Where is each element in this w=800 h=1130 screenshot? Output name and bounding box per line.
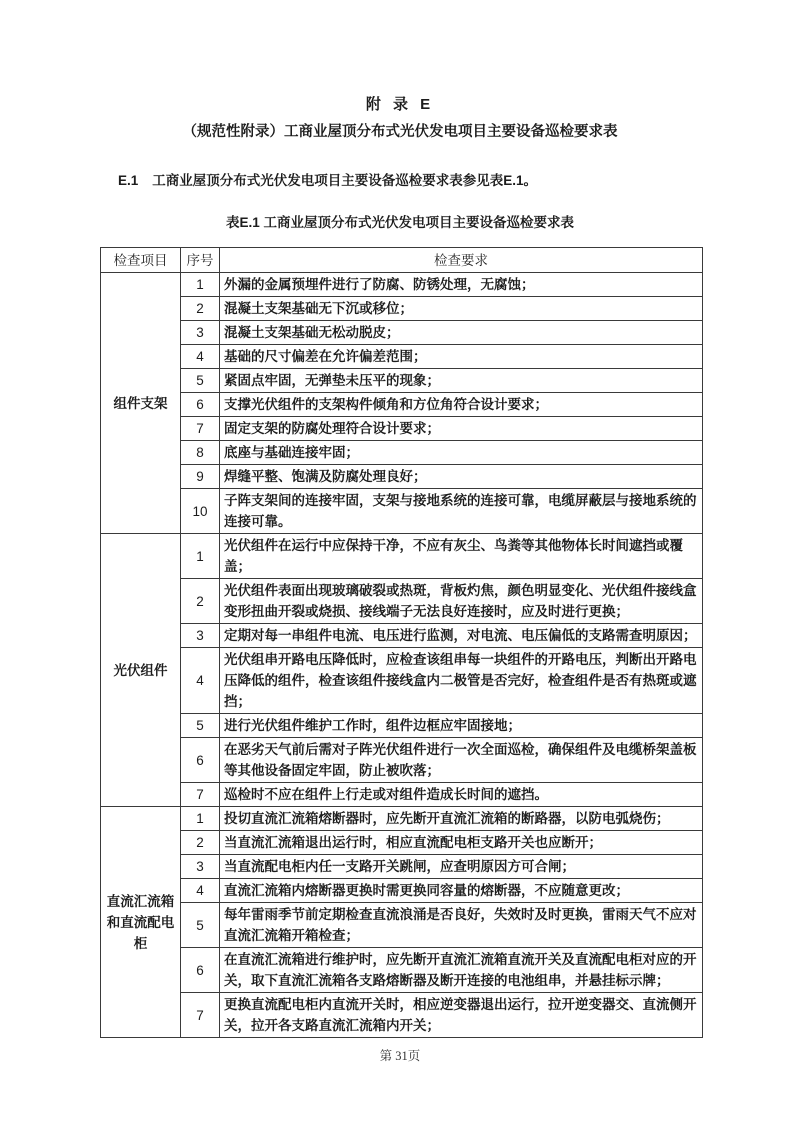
check-requirement-cell: 基础的尺寸偏差在允许偏差范围； <box>220 345 703 369</box>
inspection-table-body <box>101 273 703 1038</box>
check-item-category-cell: 直流汇流箱和直流配电柜 <box>101 807 181 1038</box>
header-check-requirement: 检查要求 <box>220 248 703 273</box>
header-check-item: 检查项目 <box>101 248 181 273</box>
inspection-requirements-table <box>100 247 703 1038</box>
check-requirement-cell: 进行光伏组件维护工作时，组件边框应牢固接地； <box>220 714 703 738</box>
serial-number-cell: 2 <box>181 831 220 855</box>
serial-number-cell: 2 <box>181 579 220 624</box>
table-row <box>101 948 703 993</box>
table-row <box>101 855 703 879</box>
table-row <box>101 879 703 903</box>
check-requirement-cell: 当直流配电柜内任一支路开关跳闸，应查明原因方可合闸； <box>220 855 703 879</box>
check-requirement-cell: 支撑光伏组件的支架构件倾角和方位角符合设计要求； <box>220 393 703 417</box>
check-requirement-cell: 在直流汇流箱进行维护时，应先断开直流汇流箱直流开关及直流配电柜对应的开关，取下直流汇流箱各支路熔断器及断开连接的电池组串，并悬挂标示牌； <box>220 948 703 993</box>
serial-number-cell: 7 <box>181 993 220 1038</box>
serial-number-cell: 5 <box>181 369 220 393</box>
check-requirement-cell: 每年雷雨季节前定期检查直流浪涌是否良好，失效时及时更换，雷雨天气不应对直流汇流箱开箱检查； <box>220 903 703 948</box>
intro-text: 工商业屋顶分布式光伏发电项目主要设备巡检要求表参见表E.1。 <box>152 173 538 188</box>
check-requirement-cell: 定期对每一串组件电流、电压进行监测，对电流、电压偏低的支路需查明原因； <box>220 624 703 648</box>
table-row <box>101 534 703 579</box>
serial-number-cell: 3 <box>181 624 220 648</box>
intro-clause-number: E.1 <box>118 173 139 188</box>
table-row <box>101 579 703 624</box>
page-number: 第 31页 <box>379 1049 421 1063</box>
serial-number-cell: 6 <box>181 948 220 993</box>
serial-number-cell: 5 <box>181 714 220 738</box>
check-requirement-cell: 固定支架的防腐处理符合设计要求； <box>220 417 703 441</box>
check-requirement-cell: 混凝土支架基础无下沉或移位； <box>220 297 703 321</box>
check-item-category-cell: 组件支架 <box>101 273 181 534</box>
table-caption: 表E.1 工商业屋顶分布式光伏发电项目主要设备巡检要求表 <box>225 215 574 230</box>
check-item-category-cell: 光伏组件 <box>101 534 181 807</box>
check-requirement-cell: 混凝土支架基础无松动脱皮； <box>220 321 703 345</box>
check-requirement-cell: 当直流汇流箱退出运行时，相应直流配电柜支路开关也应断开； <box>220 831 703 855</box>
serial-number-cell: 3 <box>181 321 220 345</box>
serial-number-cell: 6 <box>181 738 220 783</box>
table-row <box>101 489 703 534</box>
check-requirement-cell: 光伏组串开路电压降低时，应检查该组串每一块组件的开路电压，判断出开路电压降低的组件，检查该组件接线盒内二极管是否完好，检查组件是否有热斑或遮挡； <box>220 648 703 714</box>
intro-paragraph <box>118 172 700 190</box>
table-row <box>101 273 703 297</box>
serial-number-cell: 7 <box>181 783 220 807</box>
serial-number-cell: 2 <box>181 297 220 321</box>
check-requirement-cell: 紧固点牢固，无弹垫未压平的现象； <box>220 369 703 393</box>
serial-number-cell: 4 <box>181 345 220 369</box>
check-requirement-cell: 直流汇流箱内熔断器更换时需更换同容量的熔断器，不应随意更改； <box>220 879 703 903</box>
check-requirement-cell: 光伏组件在运行中应保持干净，不应有灰尘、鸟粪等其他物体长时间遮挡或覆盖； <box>220 534 703 579</box>
serial-number-cell: 10 <box>181 489 220 534</box>
serial-number-cell: 1 <box>181 534 220 579</box>
serial-number-cell: 5 <box>181 903 220 948</box>
table-row <box>101 993 703 1038</box>
check-requirement-cell: 投切直流汇流箱熔断器时，应先断开直流汇流箱的断路器，以防电弧烧伤； <box>220 807 703 831</box>
table-row <box>101 441 703 465</box>
check-requirement-cell: 焊缝平整、饱满及防腐处理良好； <box>220 465 703 489</box>
serial-number-cell: 1 <box>181 273 220 297</box>
table-row <box>101 624 703 648</box>
table-row <box>101 345 703 369</box>
table-row <box>101 648 703 714</box>
serial-number-cell: 6 <box>181 393 220 417</box>
check-requirement-cell: 外漏的金属预埋件进行了防腐、防锈处理，无腐蚀； <box>220 273 703 297</box>
serial-number-cell: 8 <box>181 441 220 465</box>
check-requirement-cell: 子阵支架间的连接牢固，支架与接地系统的连接可靠，电缆屏蔽层与接地系统的连接可靠。 <box>220 489 703 534</box>
table-row <box>101 807 703 831</box>
serial-number-cell: 7 <box>181 417 220 441</box>
appendix-title: 附 录 E <box>365 96 435 113</box>
serial-number-cell: 4 <box>181 648 220 714</box>
serial-number-cell: 4 <box>181 879 220 903</box>
check-requirement-cell: 巡检时不应在组件上行走或对组件造成长时间的遮挡。 <box>220 783 703 807</box>
table-row <box>101 738 703 783</box>
check-requirement-cell: 在恶劣天气前后需对子阵光伏组件进行一次全面巡检，确保组件及电缆桥架盖板等其他设备固定牢固，防止被吹落； <box>220 738 703 783</box>
table-row <box>101 714 703 738</box>
serial-number-cell: 9 <box>181 465 220 489</box>
check-requirement-cell: 底座与基础连接牢固； <box>220 441 703 465</box>
table-row <box>101 903 703 948</box>
header-serial-number: 序号 <box>181 248 220 273</box>
table-row <box>101 369 703 393</box>
table-row <box>101 831 703 855</box>
serial-number-cell: 3 <box>181 855 220 879</box>
table-row <box>101 417 703 441</box>
table-row <box>101 393 703 417</box>
serial-number-cell: 1 <box>181 807 220 831</box>
table-row <box>101 783 703 807</box>
check-requirement-cell: 更换直流配电柜内直流开关时，相应逆变器退出运行，拉开逆变器交、直流侧开关，拉开各支路直流汇流箱内开关； <box>220 993 703 1038</box>
table-header-row <box>101 248 703 273</box>
table-row <box>101 297 703 321</box>
check-requirement-cell: 光伏组件表面出现玻璃破裂或热斑，背板灼焦，颜色明显变化、光伏组件接线盒变形扭曲开裂或烧损、接线端子无法良好连接时，应及时进行更换； <box>220 579 703 624</box>
table-row <box>101 465 703 489</box>
table-row <box>101 321 703 345</box>
appendix-subtitle: （规范性附录）工商业屋顶分布式光伏发电项目主要设备巡检要求表 <box>182 124 618 140</box>
